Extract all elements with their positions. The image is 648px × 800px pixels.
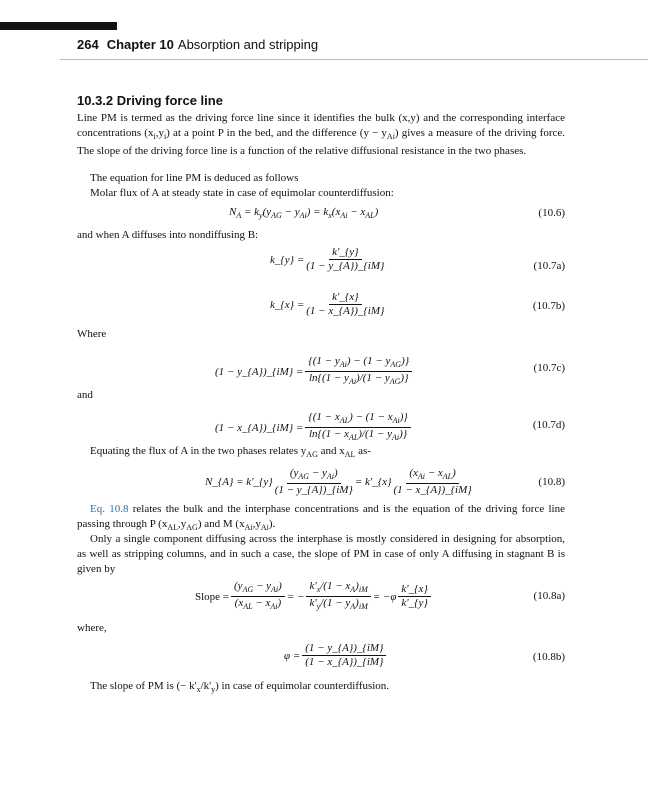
- equation-10-8b: [284, 642, 388, 669]
- fraction: [305, 411, 410, 444]
- label-where: where,: [77, 622, 107, 634]
- equation-10-7d: [215, 411, 413, 444]
- equation-number: (10.7b): [532, 300, 565, 312]
- denominator: (1 − y_{A})_{iM}: [274, 484, 353, 497]
- equation-lhs: φ =: [284, 649, 301, 662]
- equation-number: (10.8): [538, 476, 565, 488]
- equation-10-6: [229, 206, 378, 220]
- fraction: [306, 246, 384, 273]
- equation-10-7a: [270, 246, 386, 273]
- equals-term: = −φ: [372, 590, 397, 603]
- fraction: [275, 467, 353, 497]
- equation-number: (10.8a): [533, 590, 565, 602]
- denominator: $\ln\{(1 - y_{Ai})/(1 - y_{AG})\}$: [309, 372, 409, 387]
- page-number: 264: [77, 37, 99, 52]
- equation-10-8: [205, 467, 474, 497]
- equation-10-7c: [215, 355, 414, 388]
- numerator: $(y_{AG} - y_{Ai})$: [287, 467, 341, 484]
- denominator: (1 − x_{A})_{iM}: [306, 305, 385, 317]
- fraction: [305, 355, 412, 388]
- fraction: [231, 580, 285, 613]
- paragraph: Equating the flux of A in the two phases relates $y_{AG}$ and $x_{AL}$ as-: [90, 445, 371, 460]
- equation-link[interactable]: Eq. 10.8: [90, 503, 129, 515]
- equation-lhs: (1 − x_{A})_{iM} =: [215, 421, 304, 434]
- header-rule: [60, 59, 648, 60]
- equals-term: = −: [286, 590, 305, 603]
- numerator: $\{(1 - x_{AL}) - (1 - x_{Ai})\}$: [305, 411, 410, 428]
- denominator: $(x_{AL} - x_{Ai})$: [234, 597, 282, 612]
- header-bar: [0, 22, 117, 30]
- fraction: [398, 583, 430, 610]
- numerator: (1 − y_{A})_{iM}: [302, 642, 386, 656]
- equation-number: (10.6): [538, 207, 565, 219]
- paragraph: and when A diffuses into nondiffusing B:: [77, 229, 259, 241]
- numerator: $(x_{Ai} - x_{AL})$: [406, 467, 458, 484]
- numerator: k'_{y}: [329, 246, 361, 260]
- paragraph: [77, 502, 565, 535]
- equation-lhs: (1 − y_{A})_{iM} =: [215, 365, 304, 378]
- equation-lhs: k_{y} =: [270, 253, 305, 266]
- numerator: k'_{x}: [329, 291, 361, 305]
- denominator: k'_{y}: [401, 597, 428, 610]
- fraction: [306, 580, 370, 613]
- paragraph: The equation for line PM is deduced as follows: [90, 172, 299, 184]
- equation-number: (10.7a): [533, 260, 565, 272]
- equation-10-8a: [195, 580, 433, 613]
- equation-number: (10.8b): [532, 651, 565, 663]
- denominator: (1 − x_{A})_{iM}: [393, 484, 472, 497]
- equation-number: (10.7d): [532, 419, 565, 431]
- equation-lhs: k_{x} =: [270, 298, 305, 311]
- numerator: $\{(1 - y_{Ai}) - (1 - y_{AG})\}$: [305, 355, 412, 372]
- paragraph-text: relates the bulk and the interphase concentrations and is the equation of the driving force line passing through P $(x_{AL},y_{AG})$ and M $(x_{Ai},y_{Ai})$.: [77, 503, 565, 533]
- equation-10-7b: [270, 291, 386, 318]
- denominator: (1 − x_{A})_{iM}: [305, 656, 384, 668]
- paragraph: Only a single component diffusing across the interphase is mostly considered in designing for absorption, as well as stripping columns, and in such a case, the slope of PM in case of only A diffusing in stagnant B is given by: [77, 533, 565, 575]
- numerator: $(y_{AG} - y_{Ai})$: [231, 580, 285, 597]
- denominator: $\ln\{(1 - x_{AL})/(1 - y_{Ai})\}$: [309, 428, 408, 443]
- paragraph: Molar flux of A at steady state in case of equimolar counterdiffusion:: [90, 187, 394, 199]
- fraction: [306, 291, 384, 318]
- equation-lhs: N_{A} = k'_{y}: [205, 476, 273, 489]
- running-header: [77, 37, 318, 52]
- equation-number: (10.7c): [533, 362, 565, 374]
- fraction: [302, 642, 386, 669]
- denominator: (1 − y_{A})_{iM}: [306, 260, 385, 272]
- chapter-label: Chapter 10: [106, 37, 174, 52]
- numerator: $k'_x/(1 - x_A)_{iM}$: [306, 580, 370, 597]
- equation-lhs: Slope =: [195, 590, 230, 603]
- label-and: and: [77, 389, 93, 401]
- equation-body: $N_A = k_y(y_{AG} - y_{Ai}) = k_x(x_{Ai} - x_{AL})$: [229, 206, 379, 221]
- fraction: [393, 467, 471, 497]
- numerator: k'_{x}: [398, 583, 430, 597]
- paragraph: The slope of PM is (− $k'_x/k'_y$) in case of equimolar counterdiffusion.: [90, 680, 390, 695]
- label-where: Where: [77, 328, 107, 340]
- paragraph: Line PM is termed as the driving force line since it identifies the bulk (x,y) and the corresponding interface concentrations $(x_i,y_i)$ at a point P in the bed, and the difference $(y - y_{Ai})$ gives a measure of the driving force. The slope of the driving force line is a function of the relative diffusional resistance in the two phases.: [77, 112, 565, 158]
- denominator: $k'_y/(1 - y_A)_{iM}$: [309, 597, 368, 612]
- chapter-title: Absorption and stripping: [177, 37, 319, 52]
- equals-term: = k'_{x}: [354, 476, 392, 489]
- section-heading: 10.3.2 Driving force line: [77, 93, 223, 108]
